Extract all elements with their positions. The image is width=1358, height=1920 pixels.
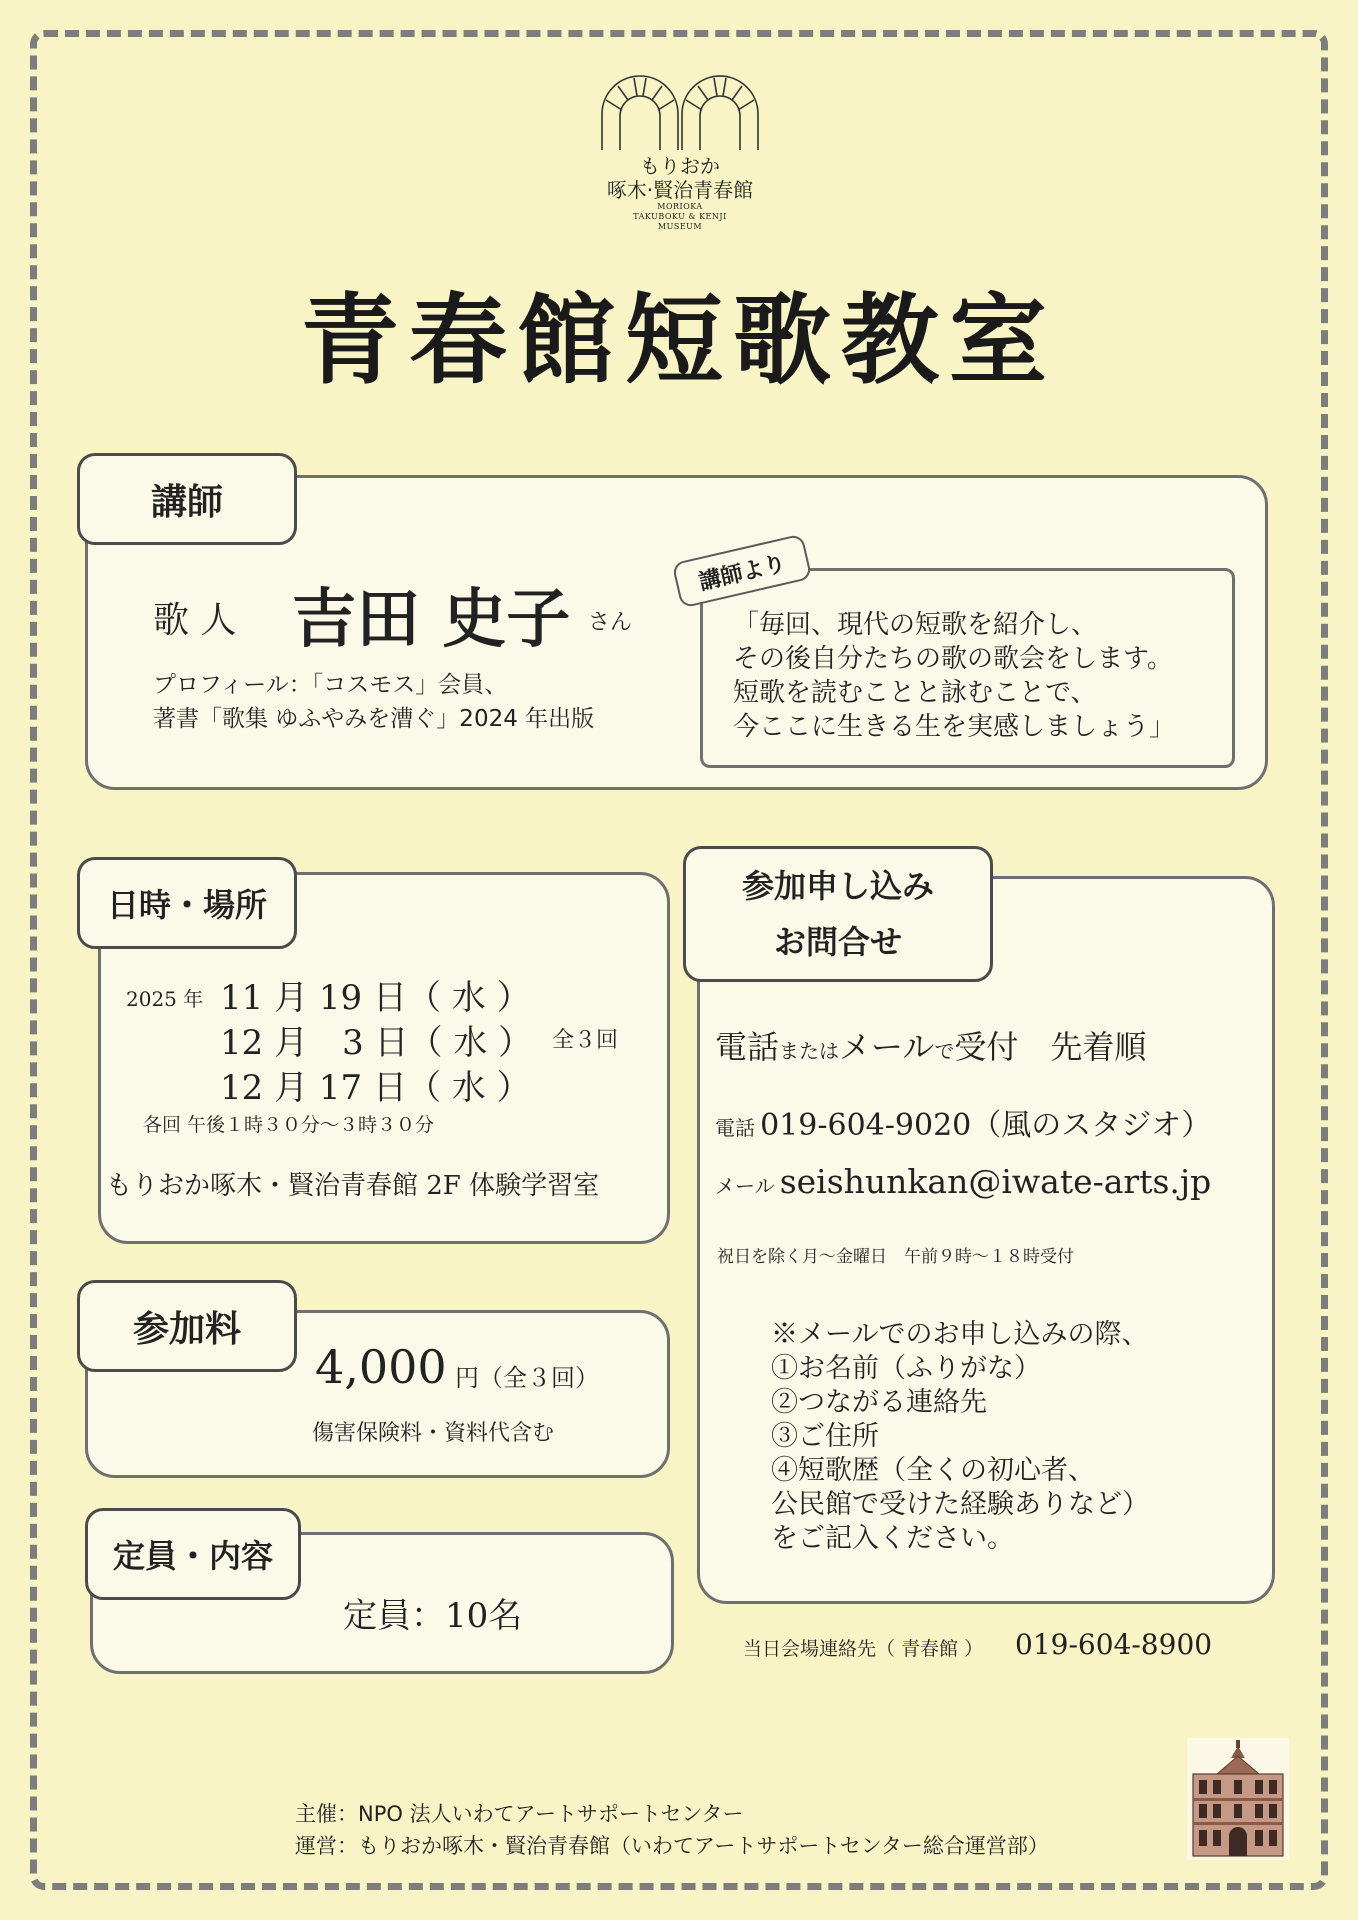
- instructor-role: 歌 人: [153, 600, 237, 641]
- capacity-text: 定員：10名: [343, 1596, 523, 1636]
- apply-method-de: で: [934, 1039, 955, 1063]
- logo-text-name: 啄木·賢治青春館: [606, 178, 754, 202]
- fee-unit: 円（全３回）: [455, 1364, 599, 1392]
- venue-contact-label: 当日会場連絡先（ 青春館 ）: [743, 1638, 984, 1660]
- apply-notes: [771, 1318, 1149, 1556]
- schedule-time: 各回 午後１時３０分～３時３０分: [143, 1114, 435, 1136]
- instructor-profile-1: プロフィール：「コスモス」会員、: [153, 672, 508, 698]
- museum-building-icon: [1187, 1738, 1289, 1860]
- fee-amount: 4,000: [315, 1340, 447, 1394]
- page-title: 青春館短歌教室: [300, 284, 1057, 398]
- apply-tab-line-2: お問合せ: [773, 923, 902, 961]
- instructor-honorific: さん: [588, 610, 633, 635]
- schedule-tab: 日時・場所: [77, 857, 297, 949]
- apply-note-line: ①お名前（ふりがな）: [771, 1353, 1041, 1384]
- schedule-date-1: 11 月 19 日（ 水 ）: [220, 978, 531, 1018]
- logo-text-en-2: TAKUBOKU & KENJI: [633, 212, 727, 221]
- instructor-message-tab: 講師より: [672, 534, 813, 609]
- capacity-tab: 定員・内容: [85, 1508, 301, 1600]
- apply-method-or: または: [779, 1039, 840, 1063]
- instructor-message: [733, 608, 1175, 744]
- apply-note-line: ②つながる連絡先: [771, 1387, 987, 1418]
- arch-logo-icon: [600, 70, 760, 152]
- apply-method-order: 受付 先着順: [954, 1028, 1147, 1066]
- instructor-tab: 講師: [77, 453, 297, 545]
- schedule-date-3: 12 月 17 日（ 水 ）: [220, 1068, 531, 1108]
- fee-note: 傷害保険料・資料代含む: [312, 1421, 555, 1446]
- footer-operator: 運営：もりおか啄木・賢治青春館（いわてアートサポートセンター総合運営部）: [295, 1834, 1049, 1858]
- apply-tab: [683, 846, 993, 982]
- schedule-year: 2025 年: [126, 987, 204, 1011]
- apply-note-line: 公民館で受けた経験ありなど）: [771, 1489, 1149, 1520]
- mail-label: メール: [715, 1174, 775, 1198]
- logo-text-hiragana: もりおか: [640, 154, 720, 178]
- apply-method: [715, 1022, 1146, 1068]
- apply-tab-line-1: 参加申し込み: [741, 867, 934, 905]
- schedule-place: もりおか啄木・賢治青春館 2F 体験学習室: [106, 1171, 600, 1201]
- instructor-profile-2: 著書「歌集 ゆふやみを漕ぐ」2024 年出版: [153, 706, 595, 732]
- fee-tab: 参加料: [77, 1280, 297, 1372]
- apply-hours: 祝日を除く月～金曜日 午前９時～１８時受付: [717, 1247, 1074, 1267]
- footer-organizer: 主催：NPO 法人いわてアートサポートセンター: [295, 1802, 744, 1826]
- apply-method-tel: 電話: [715, 1028, 780, 1066]
- message-line: 短歌を読むことと詠むことで、: [733, 678, 1097, 708]
- tel-label: 電話: [715, 1116, 755, 1140]
- apply-method-mail: メール: [839, 1028, 935, 1066]
- message-line: その後自分たちの歌の歌会をします。: [733, 644, 1173, 674]
- museum-logo: [595, 70, 765, 232]
- schedule-date-2: 12 月 3 日（ 水 ）: [220, 1023, 533, 1063]
- schedule-total: 全３回: [552, 1028, 619, 1053]
- apply-note-line: をご記入ください。: [771, 1523, 1014, 1554]
- logo-text-en-3: MUSEUM: [657, 222, 703, 231]
- message-line: 今ここに生きる生を実感しましょう」: [733, 712, 1176, 742]
- instructor-name: 吉田 史子: [292, 582, 571, 657]
- apply-mail-row: [715, 1162, 1211, 1201]
- apply-note-line: ※メールでのお申し込みの際、: [771, 1319, 1149, 1350]
- apply-tel-row: [715, 1100, 1211, 1144]
- apply-note-line: ③ご住所: [771, 1421, 879, 1452]
- mail-address[interactable]: seishunkan@iwate-arts.jp: [779, 1162, 1212, 1201]
- message-line: 「毎回、現代の短歌を紹介し、: [733, 610, 1098, 640]
- apply-note-line: ④短歌歴（全くの初心者、: [771, 1455, 1095, 1486]
- tel-number[interactable]: 019-604-9020（風のスタジオ）: [760, 1108, 1212, 1143]
- venue-contact-tel[interactable]: 019-604-8900: [1015, 1628, 1213, 1661]
- logo-text-en-1: MORIOKA: [657, 202, 703, 211]
